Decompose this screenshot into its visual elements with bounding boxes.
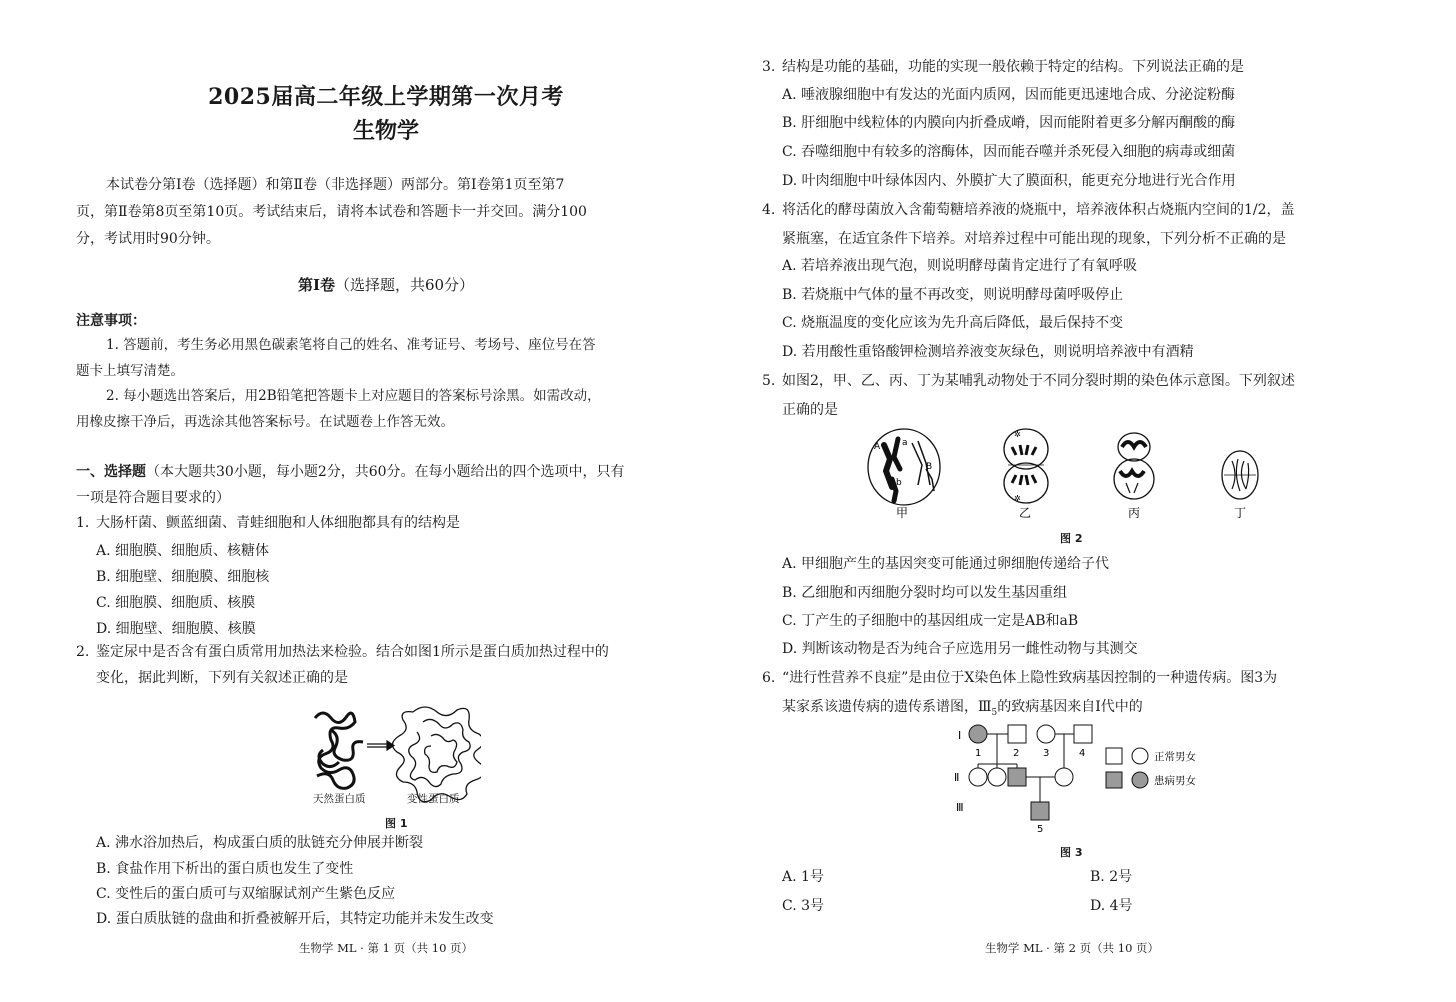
svg-text:✲: ✲ — [1014, 430, 1021, 439]
arrow-icon — [367, 741, 394, 750]
cell-label: 丙 — [1128, 506, 1141, 520]
legend-normal: 正常男女 — [1154, 751, 1196, 763]
question-6 — [762, 664, 1382, 728]
option-b: B. 细胞壁、细胞膜、细胞核 — [96, 569, 270, 585]
question-5 — [762, 367, 1382, 425]
option-a: A. 1号 — [782, 869, 824, 885]
option-a: A. 若培养液出现气泡，则说明酵母菌肯定进行了有氧呼吸 — [782, 258, 1138, 274]
cell-division-figure — [866, 425, 1306, 521]
intro-line: 页，第Ⅱ卷第8页至第10页。考试结束后，请将本试卷和答题卡一并交回。满分100 — [76, 204, 587, 220]
option-c: C. 3号 — [782, 898, 825, 914]
subscript: 5 — [991, 707, 998, 718]
question-stem: 如图2，甲、乙、丙、丁为某哺乳动物处于不同分裂时期的染色体示意图。下列叙述 — [782, 373, 1295, 389]
right-page — [762, 0, 1382, 1002]
notice-line: 1. 答题前，考生务必用黑色碳素笔将自己的姓名、准考证号、考场号、座位号在答 — [106, 337, 596, 353]
left-page — [76, 0, 696, 1002]
question-number: 1. — [76, 515, 90, 531]
part-note: （本大题共30小题，每小题2分，共60分。在每小题给出的四个选项中，只有 — [146, 464, 625, 480]
option-b: B. 乙细胞和丙细胞分裂时均可以发生基因重组 — [782, 585, 1068, 601]
question-stem: 将活化的酵母菌放入含葡萄糖培养液的烧瓶中，培养液体积占烧瓶内空间的1/2，盖 — [782, 202, 1295, 218]
generation-label: Ⅲ — [956, 801, 964, 814]
question-2 — [76, 639, 696, 691]
question-4 — [762, 196, 1382, 254]
cell-jia — [868, 429, 940, 505]
part-title: 一、选择题 — [76, 464, 146, 480]
option-d: D. 若用酸性重铬酸钾检测培养液变灰绿色，则说明培养液中有酒精 — [782, 344, 1194, 360]
question-stem: 大肠杆菌、颤蓝细菌、青蛙细胞和人体细胞都具有的结构是 — [96, 515, 460, 531]
notice-1 — [76, 332, 694, 384]
notice-line: 题卡上填写清楚。 — [76, 363, 184, 379]
option-b: B. 肝细胞中线粒体的内膜向内折叠成嵴，因而能附着更多分解丙酮酸的酶 — [782, 115, 1236, 131]
pedigree-figure — [952, 722, 1252, 838]
individual-number: 1 — [975, 748, 982, 759]
option-d: D. 判断该动物是否为纯合子应选用另一雌性动物与其测交 — [782, 641, 1138, 657]
denatured-protein-drawing — [392, 707, 481, 802]
generation-label: Ⅰ — [958, 729, 962, 742]
option-a: A. 沸水浴加热后，构成蛋白质的肽链充分伸展并断裂 — [96, 835, 424, 851]
notice-2 — [76, 383, 694, 435]
individual-number: 4 — [1079, 748, 1086, 759]
notice-line: 用橡皮擦干净后，再选涂其他答案标号。在试题卷上作答无效。 — [76, 414, 454, 430]
question-stem: 结构是功能的基础，功能的实现一般依赖于特定的结构。下列说法正确的是 — [782, 59, 1244, 75]
section-heading — [76, 274, 696, 295]
exam-title: 2025届高二年级上学期第一次月考 — [208, 84, 564, 110]
option-c: C. 烧瓶温度的变化应该为先升高后降低，最后保持不变 — [782, 315, 1124, 331]
figure-3-caption: 图 3 — [1060, 846, 1083, 859]
option-a: A. 细胞膜、细胞质、核糖体 — [96, 543, 270, 559]
individual-number: 2 — [1013, 748, 1020, 759]
native-protein-drawing — [315, 713, 363, 788]
section-title: 第Ⅰ卷 — [297, 276, 335, 294]
figure-2-caption: 图 2 — [1060, 532, 1083, 545]
legend-affected: 患病男女 — [1154, 775, 1196, 787]
notice-line: 2. 每小题选出答案后，用2B铅笔把答题卡上对应题目的答案标号涂黑。如需改动， — [106, 388, 601, 404]
question-3 — [762, 54, 1382, 80]
generation-label: Ⅱ — [954, 771, 960, 784]
cell-label: 乙 — [1019, 506, 1032, 520]
question-stem: 鉴定尿中是否含有蛋白质常用加热法来检验。结合如图1所示是蛋白质加热过程中的 — [96, 644, 609, 660]
option-a: A. 唾液腺细胞中有发达的光面内质网，因而能更迅速地合成、分泌淀粉酶 — [782, 87, 1236, 103]
gene-label: a — [902, 438, 908, 448]
question-stem-end: 的致病基因来自Ⅰ代中的 — [997, 699, 1143, 715]
option-b: B. 若烧瓶中气体的量不再改变，则说明酵母菌呼吸停止 — [782, 287, 1124, 303]
question-stem: “进行性营养不良症”是由位于X染色体上隐性致病基因控制的一种遗传病。图3为 — [782, 670, 1278, 686]
gene-label: B — [926, 462, 933, 472]
figure-1-caption: 图 1 — [385, 817, 408, 830]
individual-number: 3 — [1043, 748, 1050, 759]
native-protein-label: 天然蛋白质 — [313, 793, 366, 805]
option-c: C. 吞噬细胞中有较多的溶酶体，因而能吞噬并杀死侵入细胞的病毒或细菌 — [782, 144, 1236, 160]
option-c: C. 丁产生的子细胞中的基因组成一定是AB和aB — [782, 613, 1079, 629]
page-footer: 生物学 ML · 第 2 页（共 10 页） — [984, 941, 1160, 955]
cell-yi — [1004, 429, 1048, 503]
cell-label: 甲 — [896, 506, 909, 520]
option-c: C. 变性后的蛋白质可与双缩脲试剂产生紫色反应 — [96, 886, 396, 902]
svg-text:✲: ✲ — [1014, 494, 1021, 503]
question-stem-cont: 某家系该遗传病的遗传系谱图，Ⅲ — [782, 699, 992, 715]
section-note: （选择题，共60分） — [334, 276, 475, 294]
gene-label: A — [874, 442, 881, 452]
option-d: D. 细胞壁、细胞膜、核膜 — [96, 621, 256, 637]
question-number: 6. — [762, 670, 776, 686]
question-number: 3. — [762, 59, 776, 75]
option-c: C. 细胞膜、细胞质、核膜 — [96, 595, 256, 611]
part-heading — [76, 459, 696, 511]
individual-number: 5 — [1037, 824, 1044, 835]
subject-title: 生物学 — [352, 118, 419, 144]
page-footer: 生物学 ML · 第 1 页（共 10 页） — [298, 941, 474, 955]
cell-ding — [1222, 451, 1258, 499]
option-a: A. 甲细胞产生的基因突变可能通过卵细胞传递给子代 — [782, 556, 1110, 572]
gene-label: b — [896, 478, 902, 488]
intro-line: 分，考试用时90分钟。 — [76, 231, 220, 247]
part-note-cont: 一项是符合题目要求的） — [76, 490, 230, 506]
question-stem-cont: 变化，据此判断，下列有关叙述正确的是 — [96, 670, 348, 686]
option-b: B. 食盐作用下析出的蛋白质也发生了变性 — [96, 861, 354, 877]
protein-figure — [301, 700, 481, 808]
option-d: D. 叶肉细胞中叶绿体因内、外膜扩大了膜面积，能更充分地进行光合作用 — [782, 173, 1236, 189]
option-d: D. 蛋白质肽链的盘曲和折叠被解开后，其特定功能并未发生改变 — [96, 911, 494, 927]
question-1 — [76, 510, 696, 536]
denatured-protein-label: 变性蛋白质 — [407, 793, 460, 805]
question-number: 4. — [762, 202, 776, 218]
question-stem-cont: 紧瓶塞，在适宜条件下培养。对培养过程中可能出现的现象，下列分析不正确的是 — [782, 231, 1286, 247]
cell-bing — [1114, 433, 1154, 499]
cell-label: 丁 — [1234, 506, 1247, 520]
question-number: 5. — [762, 373, 776, 389]
question-stem-cont: 正确的是 — [782, 402, 838, 418]
exam-intro — [76, 172, 694, 253]
option-b: B. 2号 — [1090, 869, 1133, 885]
intro-line: 本试卷分第Ⅰ卷（选择题）和第Ⅱ卷（非选择题）两部分。第Ⅰ卷第1页至第7 — [106, 177, 565, 193]
option-d: D. 4号 — [1090, 898, 1133, 914]
question-number: 2. — [76, 644, 90, 660]
notice-heading: 注意事项： — [76, 313, 146, 329]
